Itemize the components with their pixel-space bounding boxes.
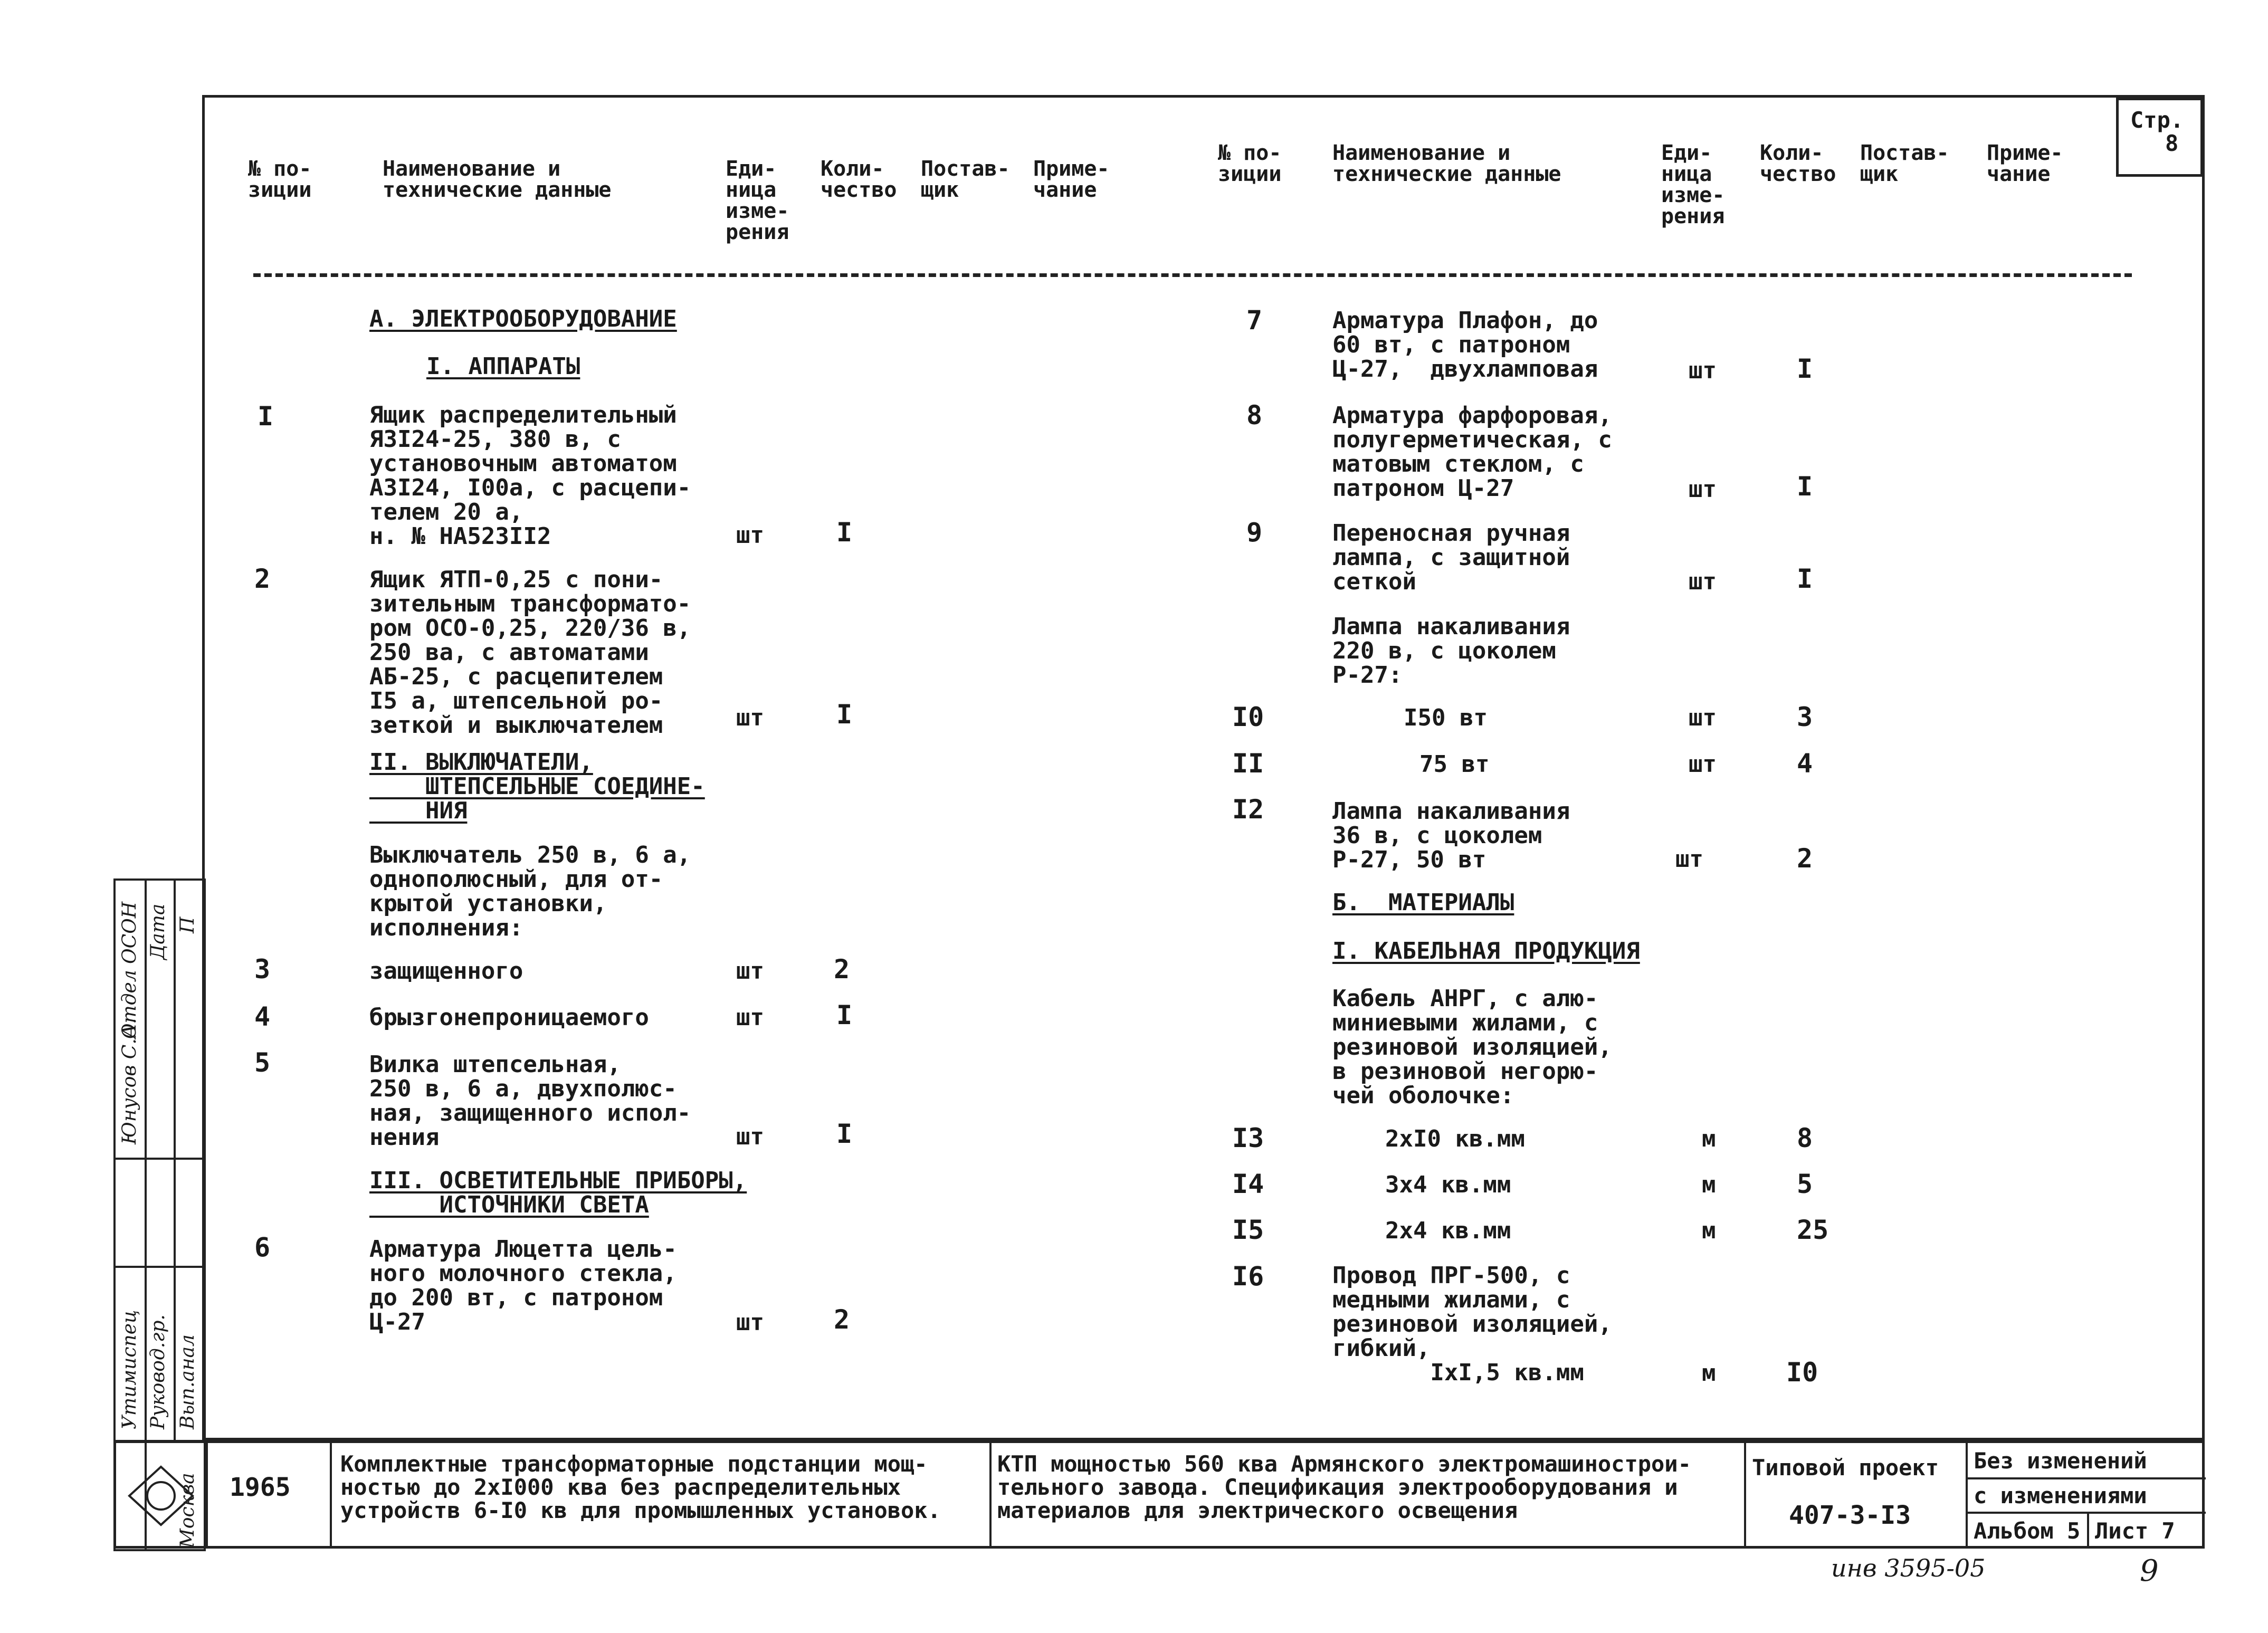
section-a-heading: А. ЭЛЕКТРООБОРУДОВАНИЕ [369, 305, 677, 332]
header-supplier-left: Постав- щик [921, 157, 1010, 202]
item-pos: 5 [254, 1047, 271, 1078]
item-unit: шт [736, 704, 764, 731]
stamp-dept: Отдел ОСОН [119, 901, 140, 1039]
item-qty: 5 [1797, 1169, 1813, 1199]
item-qty: I [836, 1119, 853, 1149]
page-number-box [2116, 98, 2203, 177]
album-number: Альбом 5 [1974, 1518, 2081, 1544]
item-qty: I [836, 699, 853, 730]
item-qty: I [1797, 471, 1813, 502]
item-unit: шт [1689, 357, 1717, 384]
item-pos: I6 [1232, 1261, 1264, 1292]
item-name: Лампа накаливания 220 в, с цоколем Р-27: [1332, 613, 1570, 689]
item-qty: 2 [834, 1304, 850, 1335]
item-pos: 8 [1246, 400, 1263, 431]
section-a3-heading: III. ОСВЕТИТЕЛЬНЫЕ ПРИБОРЫ, ИСТОЧНИКИ СВЕТА [369, 1167, 747, 1218]
year: 1965 [230, 1473, 291, 1502]
stamp-city: Москва [177, 1473, 198, 1548]
item-name: I50 вт [1404, 704, 1488, 731]
item-pos: 4 [254, 1001, 271, 1032]
item-pos: I4 [1232, 1169, 1264, 1199]
item-name: защищенного [369, 958, 523, 985]
item-pos: 3 [254, 954, 271, 985]
item-qty: 2 [834, 954, 850, 985]
item-qty: 4 [1797, 748, 1813, 779]
title-block [113, 1440, 2205, 1549]
header-qty-right: Коли- чество [1760, 141, 1836, 186]
change-status-changed: с изменениями [1974, 1483, 2147, 1508]
change-status-none: Без изменений [1974, 1448, 2147, 1474]
inventory-number: инв 3595-05 [1831, 1554, 1986, 1582]
page-number: 8 [2165, 130, 2179, 156]
item-qty: I [1797, 564, 1813, 594]
section-b1-heading: I. КАБЕЛЬНАЯ ПРОДУКЦИЯ [1332, 938, 1640, 964]
item-unit: шт [736, 958, 764, 985]
item-qty: 25 [1797, 1215, 1829, 1245]
item-pos: I3 [1232, 1123, 1264, 1153]
stamp-name1: Юнусов С.А. [119, 1018, 140, 1144]
item-unit: шт [1689, 751, 1717, 778]
item-pos: II [1232, 748, 1264, 779]
stamp-name4: Вып.анал [177, 1334, 198, 1429]
header-pos-right: № по- зиции [1218, 141, 1282, 186]
item-unit: м [1702, 1125, 1716, 1152]
item-name: Ящик ЯТП-0,25 с пони- зительным трансформато- ром ОСО-0,25, 220/36 в, 250 ва, с автоматами АБ-25, с расцепителем I5 а, штепсельной ро- зеткой и выключателем [369, 566, 691, 739]
item-name: Выключатель 250 в, 6 а, однополюсный, для от- крытой установки, исполнения: [369, 842, 691, 941]
item-pos: 7 [1246, 305, 1263, 336]
header-name-left: Наименование и технические данные [383, 157, 612, 202]
item-pos: 6 [254, 1232, 271, 1263]
item-name: Переносная ручная лампа, с защитной сеткой [1332, 520, 1570, 595]
item-name: 3х4 кв.мм [1385, 1171, 1511, 1198]
project-description: Комплектные трансформаторные подстанции мощ- ностью до 2хI000 ква без распределительных устройств 6-I0 кв для промышленных установок. [340, 1451, 941, 1523]
item-unit: шт [736, 1309, 764, 1336]
item-pos: I0 [1232, 702, 1264, 732]
item-qty: I0 [1786, 1357, 1818, 1388]
header-note-left: Приме- чание [1033, 157, 1110, 202]
item-name: 2х4 кв.мм [1385, 1217, 1511, 1244]
item-name: Кабель АНРГ, с алю- миниевыми жилами, с резиновой изоляцией, в резиновой негорю- чей оболочке: [1332, 985, 1612, 1109]
project-number: 407-3-I3 [1789, 1501, 1911, 1530]
item-name: Ящик распределительный ЯЗI24-25, 380 в, с установочным автоматом АЗI24, I00а, с расцепи- телем 20 а, н. № НА523II2 [369, 402, 691, 550]
header-unit-right: Еди- ница изме- рения [1661, 141, 1725, 228]
item-unit: шт [1689, 568, 1717, 595]
item-qty: 8 [1797, 1123, 1813, 1153]
section-a1-heading: I. АППАРАТЫ [426, 353, 580, 380]
item-unit: шт [1689, 704, 1717, 731]
item-name: Вилка штепсельная, 250 в, 6 а, двухполюс- ная, защищенного испол- нения [369, 1051, 691, 1151]
item-unit: шт [1689, 476, 1717, 503]
stamp-name3: Руковод.гр. [147, 1314, 169, 1429]
item-qty: I [836, 1000, 853, 1030]
header-unit-left: Еди- ница изме- рения [726, 157, 789, 244]
header-qty-left: Коли- чество [821, 157, 897, 202]
header-pos-left: № по- зиции [248, 157, 312, 202]
item-pos: I5 [1232, 1215, 1264, 1245]
item-qty: 3 [1797, 702, 1813, 732]
item-unit: шт [1675, 846, 1703, 873]
stamp-col3: П [177, 916, 198, 933]
item-qty: 2 [1797, 843, 1813, 874]
item-pos: 2 [254, 564, 271, 594]
item-unit: м [1702, 1217, 1716, 1244]
header-name-right: Наименование и технические данные [1332, 141, 1561, 186]
item-name: Лампа накаливания 36 в, с цоколем Р-27, 50 вт [1332, 798, 1570, 873]
sheet-number: Лист 7 [2095, 1518, 2175, 1544]
item-pos: I2 [1232, 794, 1264, 825]
item-name: Арматура фарфоровая, полугерметическая, с матовым стеклом, с патроном Ц-27 [1332, 402, 1612, 502]
item-pos: I [258, 401, 274, 432]
item-qty: I [836, 517, 853, 548]
drawing-description: КТП мощностью 560 ква Армянского электромашинострои- тельного завода. Спецификация электрооборудования и материалов для электрического освещения [997, 1451, 1691, 1523]
section-a2-heading: II. ВЫКЛЮЧАТЕЛИ, ШТЕПСЕЛЬНЫЕ СОЕДИНЕ- НИЯ [369, 749, 705, 824]
stamp-date: Дата [147, 903, 169, 960]
item-name: Арматура Плафон, до 60 вт, с патроном Ц-27, двухламповая [1332, 307, 1598, 383]
item-unit: шт [736, 522, 764, 549]
stamp-name2: Утимиспец [119, 1310, 140, 1429]
header-note-right: Приме- чание [1987, 141, 2063, 186]
item-unit: шт [736, 1004, 764, 1031]
item-name: 75 вт [1419, 751, 1490, 778]
corner-mark: 9 [2140, 1554, 2159, 1588]
item-unit: м [1702, 1360, 1716, 1387]
section-b-heading: Б. МАТЕРИАЛЫ [1332, 889, 1514, 916]
header-separator [253, 273, 2132, 277]
item-unit: шт [736, 1123, 764, 1150]
item-name: Арматура Люцетта цель- ного молочного стекла, до 200 вт, с патроном Ц-27 [369, 1236, 677, 1335]
header-supplier-right: Постав- щик [1860, 141, 1949, 186]
gpi-logo [127, 1464, 195, 1527]
page-label: Стр. [2130, 107, 2184, 133]
item-pos: 9 [1246, 517, 1263, 548]
item-name: 2хI0 кв.мм [1385, 1125, 1525, 1152]
item-name: Провод ПРГ-500, с медными жилами, с резиновой изоляцией, гибкий, IхI,5 кв.мм [1332, 1262, 1612, 1386]
item-name: брызгонепроницаемого [369, 1004, 649, 1031]
type-project-label: Типовой проект [1752, 1455, 1939, 1481]
item-unit: м [1702, 1171, 1716, 1198]
item-qty: I [1797, 354, 1813, 384]
